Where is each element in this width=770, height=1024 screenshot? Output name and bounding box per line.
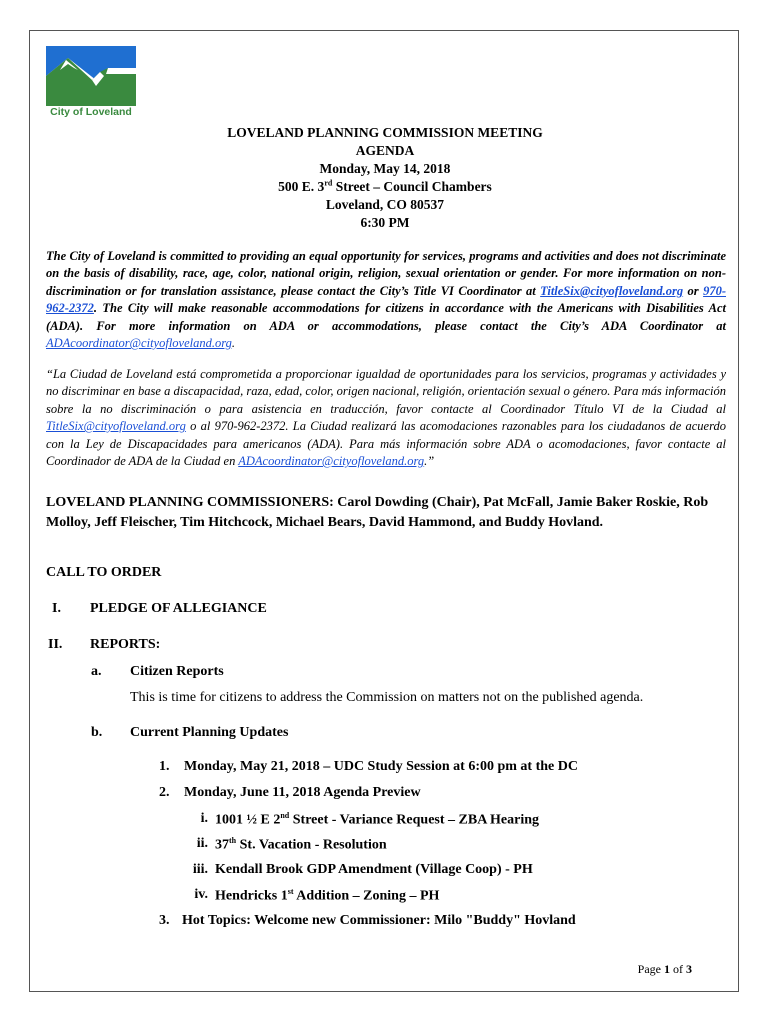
- ada-email-link-es[interactable]: ADAcoordinator@cityofloveland.org: [238, 454, 425, 469]
- update-2-text: Monday, June 11, 2018 Agenda Preview: [184, 785, 421, 800]
- ada-email-link[interactable]: ADAcoordinator@cityofloveland.org: [46, 336, 232, 351]
- roman-iii-text: Kendall Brook GDP Amendment (Village Coop) - PH: [215, 862, 533, 877]
- header-city: Loveland, CO 80537: [325, 197, 445, 212]
- sub-a-label: Citizen Reports: [130, 664, 224, 679]
- update-3-number: 3.: [159, 913, 170, 928]
- update-1-number: 1.: [159, 759, 170, 774]
- titlesix-email-link-es[interactable]: TitleSix@cityofloveland.org: [46, 419, 186, 434]
- nondiscrimination-statement: The City of Loveland is committed to providing an equal opportunity for services, programs and activities and does not discriminate on the basis of disability, race, age, color, national origin, religion, sexual orientation or gender. For more information on non-discrimination or for translation assistance, please contact the City’s Title VI Coordinator at TitleSix@cityofloveland.org or 970-962-2372. The City will make reasonable accommodations for citizens in accordance with the Americans with Disabilities Act (ADA). For more information on ADA or accommodations, please contact the City’s ADA Coordinator at ADAcoordinator@cityofloveland.org.: [46, 249, 726, 351]
- sub-a-description: This is time for citizens to address the Commission on matters not on the published agenda.: [130, 690, 644, 705]
- call-to-order: CALL TO ORDER: [46, 565, 162, 580]
- sub-a-number: a.: [91, 664, 102, 679]
- roman-ii-text: 37th St. Vacation - Resolution: [215, 836, 387, 853]
- header-date: Monday, May 14, 2018: [319, 161, 451, 176]
- commissioners-list: LOVELAND PLANNING COMMISSIONERS: Carol Dowding (Chair), Pat McFall, Jamie Baker Roskie, Rob Molloy, Jeff Fleischer, Tim Hitchcock, Michael Bears, David Hammond, and Buddy Hovland.: [46, 495, 709, 530]
- roman-iv-number: iv.: [194, 887, 208, 902]
- roman-ii-number: ii.: [196, 836, 208, 851]
- roman-i-number: i.: [200, 811, 208, 826]
- item-2-number: II.: [48, 637, 63, 652]
- header-agenda: AGENDA: [355, 143, 415, 158]
- update-2-number: 2.: [159, 785, 170, 800]
- header-time: 6:30 PM: [360, 215, 410, 230]
- city-logo: [46, 46, 136, 120]
- spanish-statement: “La Ciudad de Loveland está comprometida a proporcionar igualdad de oportunidades para los servicios, programas y actividades y no discriminar en base a discapacidad, raza, edad, color, origen nacional, religión, orientación sexual o género. Para más información sobre la no discriminación o para asistencia en traducción, favor contacte al Coordinador Título VI de la Ciudad al TitleSix@cityofloveland.org o al 970-962-2372. La Ciudad realizará las acomodaciones razonables para los ciudadanos de acuerdo con la Ley de Discapacidades para americanos (ADA). Para más información sobre ADA o acomodaciones, favor contacte al Coordinador de ADA de la Ciudad en ADAcoordinator@cityofloveland.org.”: [46, 367, 726, 469]
- logo-text: City of Loveland: [50, 106, 132, 118]
- roman-iii-number: iii.: [192, 862, 208, 877]
- sub-b-number: b.: [91, 725, 103, 740]
- titlesix-email-link[interactable]: TitleSix@cityofloveland.org: [540, 283, 684, 298]
- sub-b-label: Current Planning Updates: [130, 725, 289, 740]
- phone-link[interactable]: 970-962-2372: [46, 283, 726, 316]
- mountain-logo-icon: [46, 46, 136, 106]
- header-title: LOVELAND PLANNING COMMISSION MEETING: [227, 125, 543, 140]
- item-1-label: PLEDGE OF ALLEGIANCE: [90, 601, 267, 616]
- update-1-text: Monday, May 21, 2018 – UDC Study Session at 6:00 pm at the DC: [184, 759, 578, 774]
- update-3-text: Hot Topics: Welcome new Commissioner: Milo "Buddy" Hovland: [182, 913, 576, 928]
- item-1-number: I.: [52, 601, 61, 616]
- roman-i-text: 1001 ½ E 2nd Street - Variance Request – ZBA Hearing: [215, 811, 540, 828]
- page-number: Page 1 of 3: [637, 962, 692, 976]
- meeting-header: [0, 124, 770, 232]
- roman-iv-text: Hendricks 1st Addition – Zoning – PH: [215, 887, 440, 904]
- header-address: 500 E. 3rd Street – Council Chambers: [278, 178, 492, 194]
- item-2-label: REPORTS:: [90, 637, 161, 652]
